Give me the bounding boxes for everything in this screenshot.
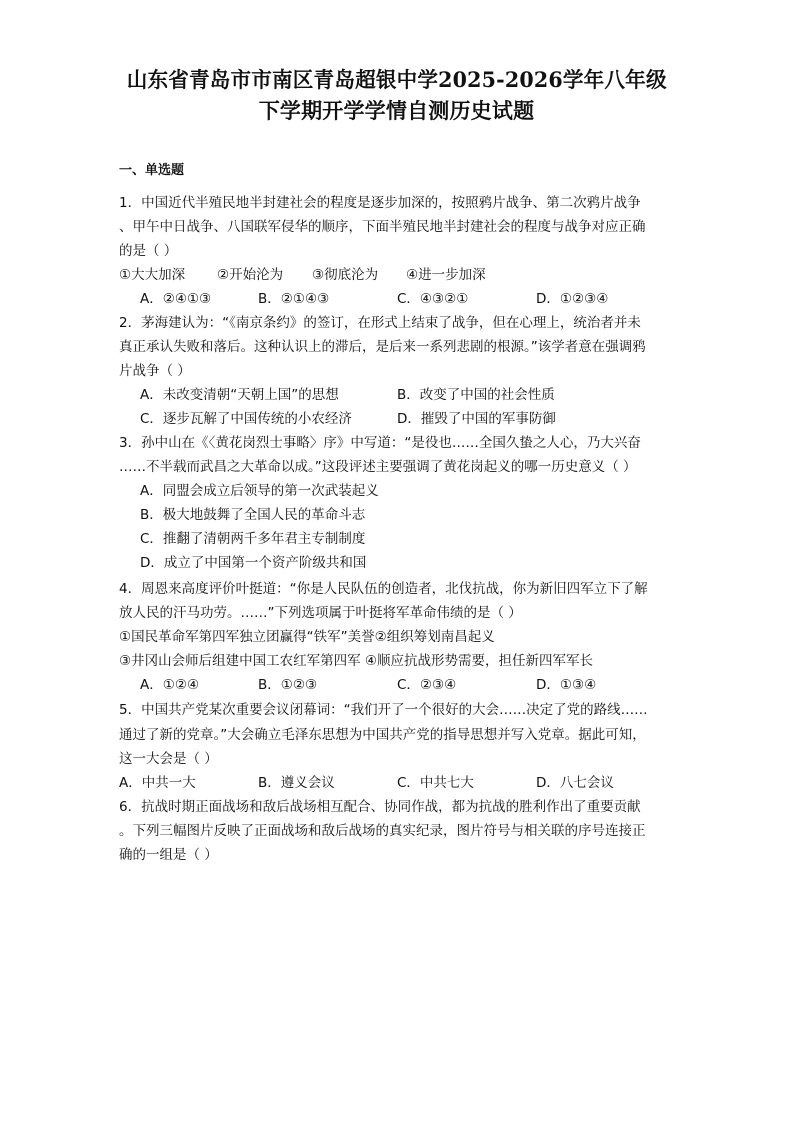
answer-option-a[interactable]: A．同盟会成立后领导的第一次武装起义 [140, 483, 379, 499]
question-text: 确的一组是（ ） [119, 847, 218, 863]
answer-option-d[interactable]: D．八七会议 [536, 775, 614, 791]
statement-item: ①大大加深 [119, 267, 186, 283]
answer-option-c[interactable]: C．中共七大 [397, 775, 474, 791]
answer-option-a[interactable]: A．中共一大 [119, 775, 196, 791]
answer-option-b[interactable]: B．②①④③ [258, 291, 330, 307]
statement-item: ①国民革命军第四军独立团赢得“铁军”美誉②组织筹划南昌起义 [119, 629, 495, 645]
question-text: 3．孙中山在《〈黄花岗烈士事略〉序》中写道：“是役也……全国久蛰之人心，乃大兴奋 [119, 435, 641, 451]
answer-option-b[interactable]: B．极大地鼓舞了全国人民的革命斗志 [140, 507, 366, 523]
answer-option-c[interactable]: C．④③②① [397, 291, 469, 307]
statement-item: ③井冈山会师后组建中国工农红军第四军 ④顺应抗战形势需要，担任新四军军长 [119, 653, 593, 669]
section-heading: 一、单选题 [119, 163, 185, 178]
answer-option-c[interactable]: C．推翻了清朝两千多年君主专制制度 [140, 531, 366, 547]
statement-item: ④进一步加深 [406, 267, 486, 283]
answer-option-a[interactable]: A．①②④ [140, 677, 200, 693]
answer-option-d[interactable]: D．摧毁了中国的军事防御 [397, 411, 556, 427]
question-text: 1．中国近代半殖民地半封建社会的程度是逐步加深的，按照鸦片战争、第二次鸦片战争 [119, 195, 641, 211]
answer-option-a[interactable]: A．②④①③ [140, 291, 212, 307]
exam-title-line2: 下学期开学学情自测历史试题 [258, 98, 535, 123]
answer-option-d[interactable]: D．①③④ [536, 677, 597, 693]
exam-title-line1: 山东省青岛市市南区青岛超银中学2025-2026学年八年级 [126, 67, 667, 92]
question-text: 真正承认失败和落后。这种认识上的滞后，是后来一系列悲剧的根源。”该学者意在强调鸦 [119, 339, 646, 355]
question-text: 的是（ ） [119, 243, 178, 259]
answer-option-c[interactable]: C．②③④ [397, 677, 457, 693]
question-text: 5．中国共产党某次重要会议闭幕词：“我们开了一个很好的大会……决定了党的路线…… [119, 702, 648, 718]
question-text: 6．抗战时期正面战场和敌后战场相互配合、协同作战，都为抗战的胜利作出了重要贡献 [119, 799, 641, 815]
statement-item: ③彻底沦为 [312, 267, 379, 283]
answer-option-d[interactable]: D．成立了中国第一个资产阶级共和国 [140, 555, 367, 571]
answer-option-b[interactable]: B．改变了中国的社会性质 [397, 387, 555, 403]
answer-option-d[interactable]: D．①②③④ [536, 291, 609, 307]
question-text: 2．茅海建认为：“《南京条约》的签订，在形式上结束了战争，但在心理上，统治者并未 [119, 315, 641, 331]
question-text: 、甲午中日战争、八国联军侵华的顺序，下面半殖民地半封建社会的程度与战争对应正确 [119, 219, 646, 235]
question-text: 4．周恩来高度评价叶挺道：“你是人民队伍的创造者，北伐抗战，你为新旧四军立下了解 [119, 581, 648, 597]
question-text: 。下列三幅图片反映了正面战场和敌后战场的真实纪录，图片符号与相关联的序号连接正 [119, 823, 646, 839]
question-text: 通过了新的党章。”大会确立毛泽东思想为中国共产党的指导思想并写入党章。据此可知， [119, 727, 646, 743]
answer-option-b[interactable]: B．①②③ [258, 677, 318, 693]
question-text: 片战争（ ） [119, 363, 191, 379]
question-text: 放人民的汗马功劳。……”下列选项属于叶挺将军革命伟绩的是（ ） [119, 605, 522, 621]
answer-option-b[interactable]: B．遵义会议 [258, 775, 335, 791]
answer-option-a[interactable]: A．未改变清朝“天朝上国”的思想 [140, 387, 339, 403]
statement-item: ②开始沦为 [217, 267, 284, 283]
answer-option-c[interactable]: C．逐步瓦解了中国传统的小农经济 [140, 411, 352, 427]
question-text: ……不半载而武昌之大革命以成。”这段评述主要强调了黄花岗起义的哪一历史意义（ ） [119, 459, 637, 475]
question-text: 这一大会是（ ） [119, 751, 218, 767]
